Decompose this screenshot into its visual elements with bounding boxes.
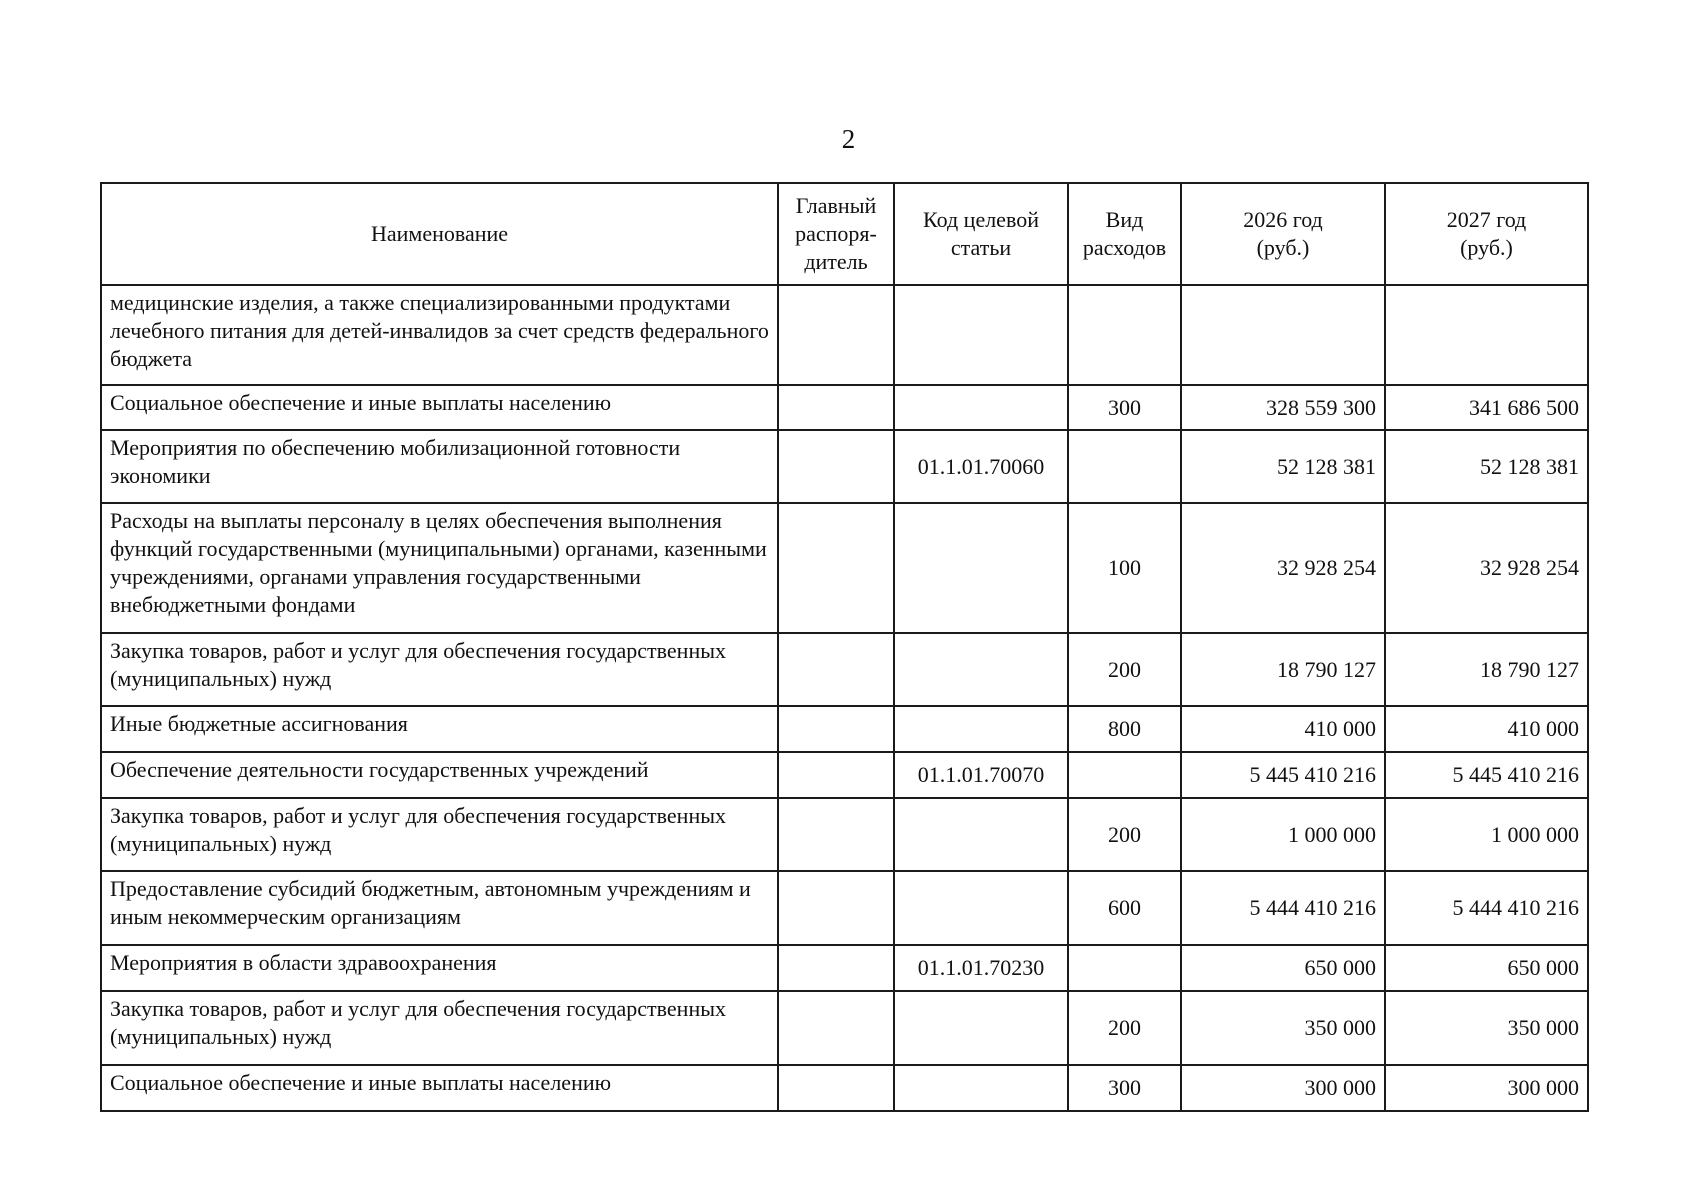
cell-expense-type: 600 — [1068, 871, 1181, 945]
table-row — [101, 285, 1588, 385]
cell-amount-2026: 5 445 410 216 — [1181, 752, 1385, 798]
table-row — [101, 1065, 1588, 1111]
cell-amount-2026: 300 000 — [1181, 1065, 1385, 1111]
table-row — [101, 871, 1588, 945]
table-row — [101, 991, 1588, 1065]
cell-expense-type: 800 — [1068, 706, 1181, 752]
cell-expense-type: 300 — [1068, 1065, 1181, 1111]
cell-expense-type: 100 — [1068, 503, 1181, 633]
cell-amount-2027: 18 790 127 — [1385, 633, 1588, 706]
cell-amount-2027: 5 445 410 216 — [1385, 752, 1588, 798]
cell-manager — [778, 752, 894, 798]
table-row — [101, 706, 1588, 752]
cell-name: Иные бюджетные ассигнования — [101, 706, 778, 752]
cell-target-code — [894, 798, 1068, 871]
cell-target-code — [894, 991, 1068, 1065]
header-year-2027: 2027 год (руб.) — [1385, 183, 1588, 285]
page-number: 2 — [841, 124, 856, 154]
cell-target-code: 01.1.01.70230 — [894, 945, 1068, 991]
cell-manager — [778, 991, 894, 1065]
cell-target-code — [894, 1065, 1068, 1111]
cell-amount-2027: 341 686 500 — [1385, 385, 1588, 430]
cell-amount-2026: 350 000 — [1181, 991, 1385, 1065]
cell-expense-type — [1068, 430, 1181, 503]
header-manager: Главный распоря- дитель — [778, 183, 894, 285]
table-body — [101, 285, 1588, 1111]
cell-amount-2027: 5 444 410 216 — [1385, 871, 1588, 945]
cell-amount-2026: 52 128 381 — [1181, 430, 1385, 503]
table-row — [101, 430, 1588, 503]
cell-manager — [778, 798, 894, 871]
cell-name: Закупка товаров, работ и услуг для обеспечения государственных (муниципальных) нужд — [101, 633, 778, 706]
header-expense-type: Вид расходов — [1068, 183, 1181, 285]
cell-name: Социальное обеспечение и иные выплаты населению — [101, 385, 778, 430]
cell-manager — [778, 706, 894, 752]
cell-expense-type: 200 — [1068, 633, 1181, 706]
cell-amount-2026: 328 559 300 — [1181, 385, 1385, 430]
cell-amount-2026 — [1181, 285, 1385, 385]
cell-amount-2027: 650 000 — [1385, 945, 1588, 991]
cell-amount-2027 — [1385, 285, 1588, 385]
cell-target-code — [894, 706, 1068, 752]
cell-manager — [778, 385, 894, 430]
table-row — [101, 503, 1588, 633]
budget-table — [100, 182, 1589, 1112]
cell-expense-type: 200 — [1068, 798, 1181, 871]
cell-name: Социальное обеспечение и иные выплаты населению — [101, 1065, 778, 1111]
table-header — [101, 183, 1588, 285]
cell-name: Расходы на выплаты персоналу в целях обеспечения выполнения функций государственными (муниципальными) органами, казенными учреждениями, органами управления государственными внебюджетными фондами — [101, 503, 778, 633]
table-row — [101, 385, 1588, 430]
cell-target-code: 01.1.01.70070 — [894, 752, 1068, 798]
cell-manager — [778, 503, 894, 633]
cell-amount-2027: 1 000 000 — [1385, 798, 1588, 871]
cell-amount-2027: 410 000 — [1385, 706, 1588, 752]
cell-target-code: 01.1.01.70060 — [894, 430, 1068, 503]
cell-expense-type — [1068, 285, 1181, 385]
cell-target-code — [894, 285, 1068, 385]
cell-amount-2027: 300 000 — [1385, 1065, 1588, 1111]
cell-manager — [778, 945, 894, 991]
cell-name: Закупка товаров, работ и услуг для обеспечения государственных (муниципальных) нужд — [101, 798, 778, 871]
cell-expense-type: 300 — [1068, 385, 1181, 430]
cell-manager — [778, 285, 894, 385]
cell-amount-2026: 1 000 000 — [1181, 798, 1385, 871]
cell-name: медицинские изделия, а также специализированными продуктами лечебного питания для детей-инвалидов за счет средств федерального бюджета — [101, 285, 778, 385]
cell-amount-2027: 32 928 254 — [1385, 503, 1588, 633]
cell-target-code — [894, 871, 1068, 945]
table-row — [101, 945, 1588, 991]
header-row — [101, 183, 1588, 285]
cell-name: Предоставление субсидий бюджетным, автономным учреждениям и иным некоммерческим организациям — [101, 871, 778, 945]
cell-name: Мероприятия по обеспечению мобилизационной готовности экономики — [101, 430, 778, 503]
cell-name: Обеспечение деятельности государственных учреждений — [101, 752, 778, 798]
table-row — [101, 633, 1588, 706]
cell-name: Мероприятия в области здравоохранения — [101, 945, 778, 991]
cell-target-code — [894, 503, 1068, 633]
header-target-code: Код целевой статьи — [894, 183, 1068, 285]
cell-expense-type: 200 — [1068, 991, 1181, 1065]
cell-manager — [778, 871, 894, 945]
cell-amount-2026: 650 000 — [1181, 945, 1385, 991]
cell-name: Закупка товаров, работ и услуг для обеспечения государственных (муниципальных) нужд — [101, 991, 778, 1065]
header-year-2026: 2026 год (руб.) — [1181, 183, 1385, 285]
table-row — [101, 752, 1588, 798]
cell-amount-2026: 410 000 — [1181, 706, 1385, 752]
cell-expense-type — [1068, 945, 1181, 991]
cell-amount-2027: 52 128 381 — [1385, 430, 1588, 503]
cell-amount-2027: 350 000 — [1385, 991, 1588, 1065]
header-name: Наименование — [101, 183, 778, 285]
cell-expense-type — [1068, 752, 1181, 798]
cell-manager — [778, 633, 894, 706]
cell-amount-2026: 18 790 127 — [1181, 633, 1385, 706]
cell-amount-2026: 32 928 254 — [1181, 503, 1385, 633]
cell-target-code — [894, 633, 1068, 706]
table-row — [101, 798, 1588, 871]
cell-target-code — [894, 385, 1068, 430]
cell-manager — [778, 1065, 894, 1111]
cell-manager — [778, 430, 894, 503]
cell-amount-2026: 5 444 410 216 — [1181, 871, 1385, 945]
